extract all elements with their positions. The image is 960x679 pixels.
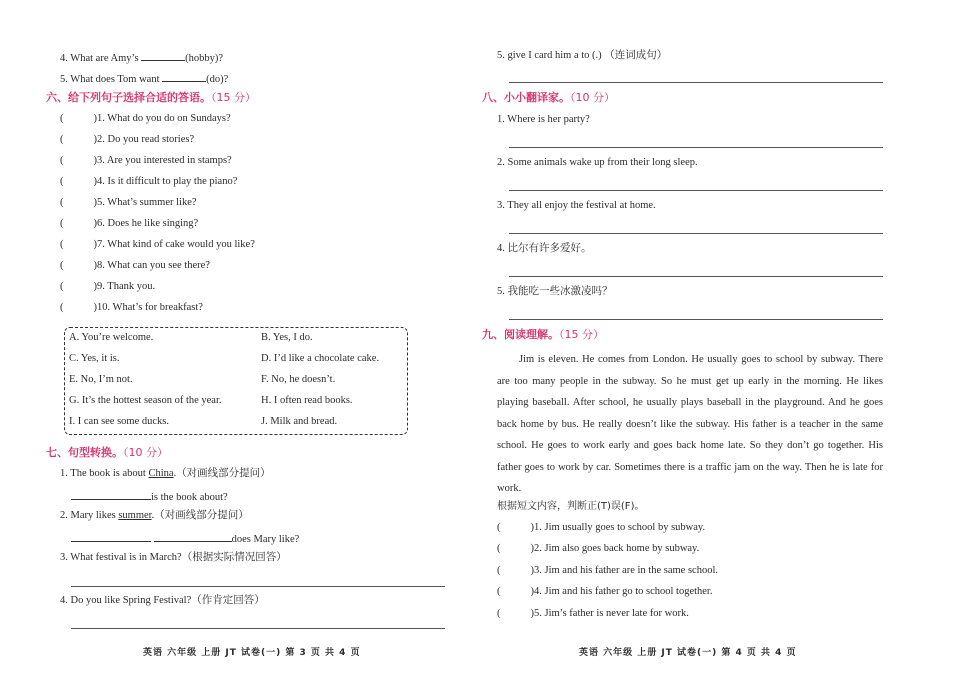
s7-answer-1 [71, 488, 228, 505]
option-c: C. Yes, it is. [69, 353, 120, 364]
answer-line[interactable] [509, 82, 883, 83]
answer-line[interactable] [509, 190, 883, 191]
s6-item-9: ( )9. Thank you. [60, 281, 156, 292]
s7-q1-note: .（对画线部分提问） [173, 468, 271, 479]
s6-item-text: 4. Is it difficult to play the piano? [97, 176, 238, 187]
option-e: E. No, I’m not. [69, 374, 133, 385]
option-f: F. No, he doesn’t. [261, 374, 336, 385]
s7-answer-2 [71, 530, 299, 547]
tf-item-text: 2. Jim also goes back home by subway. [534, 543, 700, 554]
option-g: G. It’s the hottest season of the year. [69, 395, 222, 406]
answer-blank[interactable] [71, 530, 151, 542]
section-points: （15 分） [559, 328, 604, 341]
answer-line[interactable] [509, 233, 883, 234]
s7-question-1 [60, 467, 271, 481]
s6-item-2: ( )2. Do you read stories? [60, 134, 195, 145]
tf-item-text: 3. Jim and his father are in the same school. [534, 565, 718, 576]
option-h: H. I often read books. [261, 395, 353, 406]
page-footer: 英语 六年级 上册 JT 试卷(一) 第 3 页 共 4 页 [143, 648, 361, 658]
page-footer: 英语 六年级 上册 JT 试卷(一) 第 4 页 共 4 页 [579, 648, 797, 658]
reading-passage: Jim is eleven. He comes from London. He usually goes to school by subway. There are too many people in the subway. So he must get up early in the morning. He likes playing baseball. After school, he usually plays baseball in the playground. And he goes back home by bus. He really doesn’t like the subway. His father is a teacher in the same school. He goes to work early and goes back home late. So they don’t go together. His father goes to work by car. Sometimes there is a traffic jam on the way. Then he is late for work. [497, 354, 883, 494]
underlined-word: summer [118, 510, 152, 521]
s8-item-1: 1. Where is her party? [497, 114, 590, 125]
s7-question-3: 3. What festival is in March?（根据实际情况回答） [60, 552, 287, 563]
section-title: 八、小小翻译家。 [482, 91, 570, 104]
tf-item-4: ( )4. Jim and his father go to school together. [497, 586, 713, 597]
s7-q2-note: .（对画线部分提问） [151, 510, 249, 521]
s7-question-4: 4. Do you like Spring Festival?（作肯定回答） [60, 595, 265, 606]
tf-item-3: ( )3. Jim and his father are in the same school. [497, 565, 718, 576]
answer-blank[interactable] [71, 488, 151, 500]
s6-item-7: ( )7. What kind of cake would you like? [60, 239, 255, 250]
option-a: A. You’re welcome. [69, 332, 154, 343]
s7-a2-text: does Mary like? [231, 534, 300, 545]
answer-blank[interactable] [154, 530, 232, 542]
section-points: （15 分） [211, 91, 256, 104]
section-7-heading [46, 446, 168, 460]
s6-item-text: 6. Does he like singing? [97, 218, 199, 229]
option-i: I. I can see some ducks. [69, 416, 170, 427]
s6-item-text: 10. What’s for breakfast? [97, 302, 203, 313]
answer-line[interactable] [71, 628, 445, 629]
s6-item-4: ( )4. Is it difficult to play the piano? [60, 176, 238, 187]
s8-item-4: 4. 比尔有许多爱好。 [497, 243, 592, 254]
question-4-hint: (hobby)? [185, 53, 224, 64]
answer-line[interactable] [509, 147, 883, 148]
option-j: J. Milk and bread. [261, 416, 338, 427]
answer-line[interactable] [509, 319, 883, 320]
question-4-text: 4. What are Amy’s [60, 53, 142, 64]
s7-question-2 [60, 509, 249, 523]
s6-item-text: 3. Are you interested in stamps? [97, 155, 232, 166]
s8-item-5: 5. 我能吃一些冰激凌吗？ [497, 286, 613, 297]
tf-instruction: 根据短文内容，判断正(T)误(F)。 [497, 501, 645, 512]
section-6-heading [46, 91, 256, 105]
section-title: 六、给下列句子选择合适的答语。 [46, 91, 211, 104]
tf-item-text: 1. Jim usually goes to school by subway. [534, 522, 706, 533]
option-b: B. Yes, I do. [261, 332, 313, 343]
question-5 [60, 70, 228, 87]
section-points: （10 分） [570, 91, 615, 104]
s6-item-1: ( )1. What do you do on Sundays? [60, 113, 231, 124]
s6-item-text: 7. What kind of cake would you like? [97, 239, 255, 250]
s6-item-text: 9. Thank you. [97, 281, 156, 292]
tf-item-text: 4. Jim and his father go to school together. [534, 586, 713, 597]
tf-item-2: ( )2. Jim also goes back home by subway. [497, 543, 700, 554]
question-4 [60, 49, 223, 66]
s6-item-10: ( )10. What’s for breakfast? [60, 302, 203, 313]
s6-item-6: ( )6. Does he like singing? [60, 218, 199, 229]
s6-item-text: 8. What can you see there? [97, 260, 210, 271]
section-8-heading [482, 91, 615, 105]
question-5-text: 5. What does Tom want [60, 74, 163, 85]
tf-item-1: ( )1. Jim usually goes to school by subway. [497, 522, 706, 533]
s6-item-text: 2. Do you read stories? [97, 134, 195, 145]
section-title: 九、阅读理解。 [482, 328, 559, 341]
section-9-heading [482, 328, 604, 342]
tf-item-5: ( )5. Jim’s father is never late for work. [497, 608, 689, 619]
answer-blank[interactable] [141, 49, 185, 61]
section-title: 七、句型转换。 [46, 446, 123, 459]
s7-question-5: 5. give I card him a to (.) （连词成句） [497, 50, 668, 61]
s6-item-text: 1. What do you do on Sundays? [97, 113, 231, 124]
question-5-hint: (do)? [206, 74, 229, 85]
section-points: （10 分） [123, 446, 168, 459]
s6-item-5: ( )5. What’s summer like? [60, 197, 197, 208]
answer-blank[interactable] [162, 70, 206, 82]
answer-line[interactable] [509, 276, 883, 277]
tf-item-text: 5. Jim’s father is never late for work. [534, 608, 689, 619]
s8-item-2: 2. Some animals wake up from their long sleep. [497, 157, 698, 168]
s6-item-8: ( )8. What can you see there? [60, 260, 210, 271]
s7-q1-text: 1. The book is about [60, 468, 149, 479]
option-d: D. I’d like a chocolate cake. [261, 353, 380, 364]
s8-item-3: 3. They all enjoy the festival at home. [497, 200, 656, 211]
s6-item-text: 5. What’s summer like? [97, 197, 197, 208]
s7-q2-text: 2. Mary likes [60, 510, 119, 521]
s7-a1-text: is the book about? [151, 492, 228, 503]
s6-item-3: ( )3. Are you interested in stamps? [60, 155, 232, 166]
answer-line[interactable] [71, 586, 445, 587]
underlined-word: China [148, 468, 174, 479]
